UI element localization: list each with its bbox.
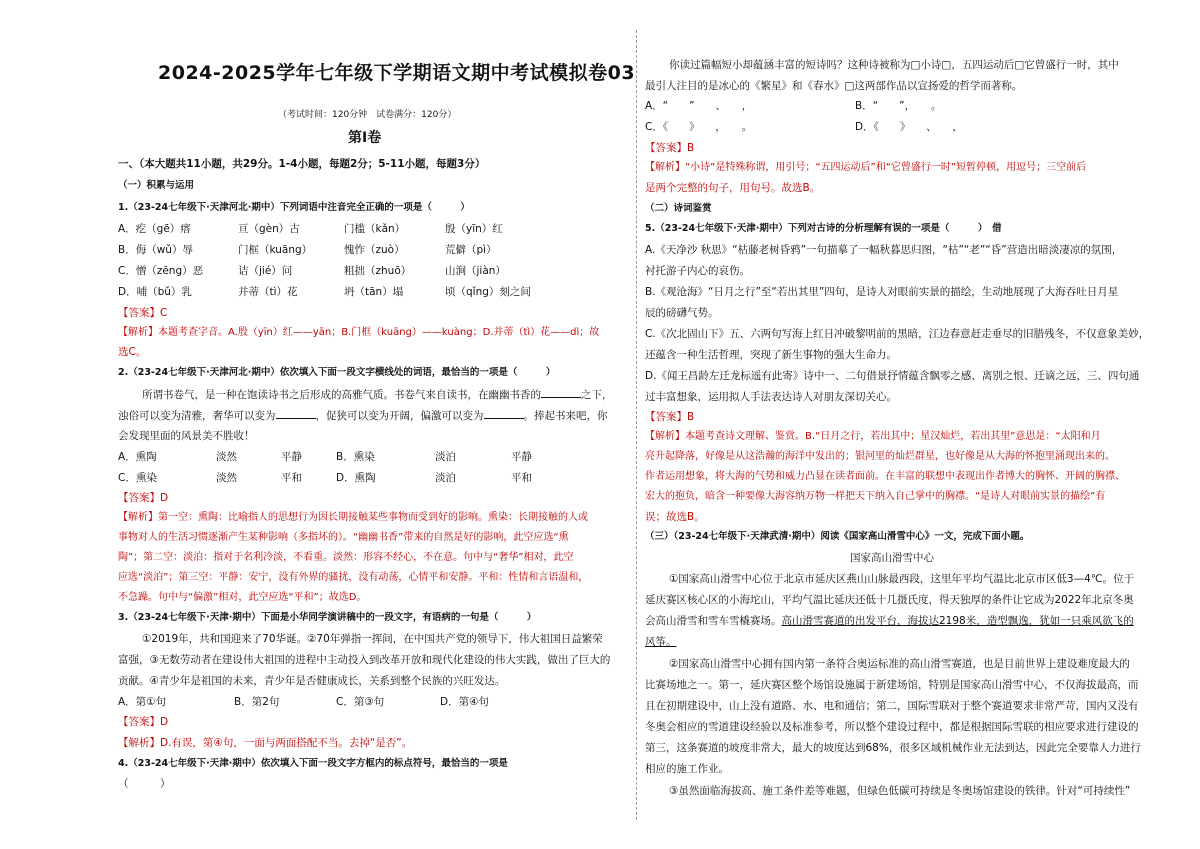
question-stem: 1.（23-24七年级下·天津河北·期中）下列词语中注音完全正确的一项是（ ） <box>118 202 470 213</box>
answer-label: 【答案】D <box>118 716 169 728</box>
underlined-sentence-end: 风筝。 <box>645 636 677 648</box>
option-cell: B．第2句 <box>234 696 280 708</box>
article-line: 第三，这条赛道的坡度非常大，最大的坡度达到68%，很多区域机械作业无法到达，因此完全要靠人力进行 <box>645 742 1141 754</box>
passage-line: 会发现里面的风景美不胜收！ <box>118 430 255 442</box>
option-cell: C．第③句 <box>336 696 385 708</box>
option-cell: D．第④句 <box>440 696 489 708</box>
option-cell: B．“ ”， 。 <box>855 100 942 112</box>
option-cell: 平和 <box>511 472 532 484</box>
option-cell: C．憎（zēng）恶 <box>118 265 204 277</box>
analysis-line: 误；故选B。 <box>645 511 705 523</box>
option-cell: A．“ ” 、 ， <box>645 100 753 112</box>
analysis-line: 亮升起降落，好像是从这浩瀚的海洋中发出的；银河里的灿烂群星，也好像是从大海的怀抱里涌现出来的。 <box>645 451 1115 462</box>
subsection-heading: （二）诗词鉴赏 <box>645 203 712 214</box>
article-line: 相应的施工作业。 <box>645 763 729 775</box>
analysis-line: 【解析】“小诗”是特殊称谓，用引号；“五四运动后”和“它曾盛行一时”短暂停顿，用逗号；三空前后 <box>645 162 1087 173</box>
answer-label: 【答案】B <box>645 411 695 423</box>
exam-info: （考试时间：120分钟 试卷满分：120分） <box>278 110 457 120</box>
passage-line: ①2019年，共和国迎来了70华诞。②70年弹指一挥间，在中国共产党的领导下，伟大祖国日益繁荣 <box>142 633 603 645</box>
passage-line: 最引人注目的是冰心的《繁星》和《春水》□这两部作品以宣扬爱的哲学而著称。 <box>645 80 1023 92</box>
article-line: 比赛场地之一。第一，延庆赛区整个场馆设施属于新建场馆，特别是国家高山滑雪中心，不仅海拔最高，而 <box>645 679 1139 691</box>
option-line: 还蕴含一种生活哲理，突现了新生事物的强大生命力。 <box>645 349 897 361</box>
fill-blank <box>541 387 581 398</box>
analysis-line: 【解析】第一空：熏陶：比喻指人的思想行为因长期接触某些事物而受到好的影响。熏染：长期接触的人或 <box>118 512 588 523</box>
option-cell: A．熏陶 <box>118 451 157 463</box>
option-line: C.《次北固山下》五、六两句写海上红日冲破黎明前的黑暗，江边春意赶走垂尽的旧腊残冬，不仅意象美妙， <box>645 328 1150 340</box>
option-line: B.《观沧海》“日月之行”至“若出其里”四句，是诗人对眼前实景的描绘，生动地展现了大海吞吐日月星 <box>645 286 1119 298</box>
option-cell: 愧怍（zuò） <box>344 244 405 256</box>
analysis-line: 是两个完整的句子，用句号。故选B。 <box>645 182 821 194</box>
option-cell: B．侮（wǔ）辱 <box>118 244 193 256</box>
option-cell: 平静 <box>281 451 302 463</box>
option-cell: 诘（jié）问 <box>238 265 293 277</box>
analysis-line: 事物对人的生活习惯逐渐产生某种影响（多指坏的）。“幽幽书香”带来的自然是好的影响，此空应选“熏 <box>118 532 569 543</box>
passage-line: 你读过篇幅短小却蕴涵丰富的短诗吗？这种诗被称为□小诗□，五四运动后□它曾盛行一时，其中 <box>669 59 1119 71</box>
option-cell: 淡然 <box>216 472 237 484</box>
passage-text: ，促狭可以变为开阔，偏激可以变为 <box>315 410 484 422</box>
passage-line: 贡献。④青少年是祖国的未来，青少年是否健康成长，关系到整个民族的兴旺发达。 <box>118 675 506 687</box>
option-cell: 平静 <box>511 451 532 463</box>
answer-label: 【答案】D <box>118 492 169 504</box>
option-cell: 殷（yīn）红 <box>445 223 503 235</box>
option-cell: 亘（gèn）古 <box>238 223 300 235</box>
analysis-line: 宏大的抱负，暗含一种要像大海容纳万物一样把天下纳入自己掌中的胸襟。“是诗人对眼前实景的描绘”有 <box>645 491 1106 502</box>
option-cell: D．熏陶 <box>336 472 376 484</box>
passage-text: 。捧起书来吧，你 <box>523 410 608 422</box>
question-stem: 3.（23-24七年级下·天津·期中）下面是小华同学演讲稿中的一段文字，有语病的一句是（ ） <box>118 612 537 623</box>
volume-heading: 第Ⅰ卷 <box>348 130 382 146</box>
option-cell: 门槛（kǎn） <box>344 223 406 235</box>
fill-blank <box>484 408 524 419</box>
option-line: 辰的磅礴气势。 <box>645 307 719 319</box>
option-cell: A．第①句 <box>118 696 167 708</box>
option-cell: 坍（tān）塌 <box>344 286 404 298</box>
option-cell: C．熏染 <box>118 472 157 484</box>
option-cell: D．《 》 、 ， <box>855 121 963 133</box>
subsection-heading: （三）（23-24七年级下·天津武清·期中）阅读《国家高山滑雪中心》一文，完成下面小题。 <box>645 531 1030 542</box>
option-cell: 门框（kuāng） <box>238 244 313 256</box>
article-line: 冬奥会相应的雪道建设经验以及标准参考，所以整个建设过程中，都是根据国际雪联的相应要求进行建设的 <box>645 721 1139 733</box>
option-cell: 山涧（jiàn） <box>445 265 506 277</box>
passage-text: 之下， <box>581 389 613 401</box>
left-column <box>118 0 636 849</box>
analysis-line: 选C。 <box>118 346 147 358</box>
question-stem: 4.（23-24七年级下·天津·期中）依次填入下面一段文字方框内的标点符号，最恰当的一项是 <box>118 758 508 769</box>
passage-line <box>142 387 613 402</box>
section-heading: 一、（本大题共11小题，共29分。1-4小题，每题2分；5-11小题，每题3分） <box>118 158 486 170</box>
question-stem: 2.（23-24七年级下·天津河北·期中）依次填入下面一段文字横线处的词语，最恰当的一项是（ ） <box>118 367 556 378</box>
option-cell: 顷（qǐng）刻之间 <box>445 286 531 298</box>
passage-text: 所谓书卷气，是一种在饱读诗书之后形成的高雅气质。书卷气来自读书，在幽幽书香的 <box>142 389 541 401</box>
right-column <box>645 0 1150 849</box>
option-line: 衬托游子内心的哀伤。 <box>645 265 750 277</box>
option-line: A.《天净沙 秋思》“枯藤老树昏鸦”一句描摹了一幅秋暮思归图，“枯”“老”“昏”营造出暗淡凄凉的氛围， <box>645 244 1123 256</box>
page-title: 2024-2025学年七年级下学期语文期中考试模拟卷03 <box>158 62 636 84</box>
option-cell: B．熏染 <box>336 451 375 463</box>
option-cell: 粗拙（zhuō） <box>344 265 412 277</box>
option-cell: 并蒂（tì）花 <box>238 286 298 298</box>
fill-blank <box>276 408 316 419</box>
answer-label: 【答案】C <box>118 307 168 319</box>
subsection-heading: （一）积累与运用 <box>118 180 195 191</box>
article-line: ①国家高山滑雪中心位于北京市延庆区燕山山脉最西段，这里年平均气温比北京市区低3—4℃。位于 <box>669 573 1135 585</box>
option-cell: C．《 》 ， 。 <box>645 121 753 133</box>
answer-paren: （ ） <box>118 778 171 790</box>
article-heading: 国家高山滑雪中心 <box>850 552 934 564</box>
article-line: ②国家高山滑雪中心拥有国内第一条符合奥运标准的高山滑雪赛道，也是目前世界上建设难度最大的 <box>669 658 1130 670</box>
option-cell: 淡泊 <box>435 451 456 463</box>
option-line: 过丰富想象，运用拟人手法表达诗人对朋友深切关心。 <box>645 391 897 403</box>
option-cell: 荒僻（pì） <box>445 244 497 256</box>
article-line: 且在初期建设中，山上没有道路、水、电和通信；第二，国际雪联对于整个赛道要求非常严苛，国内又没有 <box>645 700 1139 712</box>
option-line: D.《闻王昌龄左迁龙标遥有此寄》诗中一、二句借景抒情蕴含飘零之感、离别之恨、迁谪之远，三、四句通 <box>645 370 1140 382</box>
underlined-sentence: 高山滑雪赛道的出发平台，海拔达2198米，造型飘逸，犹如一只乘风欲飞的 <box>781 615 1134 627</box>
analysis-line: 【解析】本题考查字音。A.殷（yīn）红——yān；B.门框（kuāng）——kuàng；D.并蒂（tì）花——dì；故 <box>118 327 600 338</box>
article-line: ③虽然面临海拔高、施工条件差等难题，但绿色低碳可持续是冬奥场馆建设的铁律。针对“可持续性” <box>669 785 1131 797</box>
answer-label: 【答案】B <box>645 142 695 154</box>
question-stem: 5.（23-24七年级下·天津·期中）下列对古诗的分析理解有误的一项是（ ） 借 <box>645 223 1002 234</box>
article-line <box>645 614 1134 628</box>
passage-line: 富强，③无数劳动者在建设伟大祖国的进程中主动投入到改革开放和现代化建设的伟大实践，做出了巨大的 <box>118 654 611 666</box>
option-cell: 淡然 <box>216 451 237 463</box>
analysis-line: 应选“淡泊”；第三空：平静：安宁，没有外界的骚扰，没有动荡，心情平和安静。平和：性情和言语温和， <box>118 572 589 583</box>
option-cell: 平和 <box>281 472 302 484</box>
option-cell: A．疙（gē）瘩 <box>118 223 191 235</box>
analysis-line: 【解析】本题考查诗文理解、鉴赏。B.“日月之行，若出其中；星汉灿烂，若出其里”意思是：“太阳和月 <box>645 431 1101 442</box>
passage-text: 浊俗可以变为清雅，奢华可以变为 <box>118 410 276 422</box>
article-text: 会高山滑雪和雪车雪橇赛场。 <box>645 615 782 627</box>
analysis-line: 陶”；第二空：淡泊：指对于名利冷淡，不看重。淡然：形容不经心，不在意。句中与“奢华”相对，此空 <box>118 552 574 563</box>
analysis-line: 作者运用想象，将大海的气势和威力凸显在读者面前。在丰富的联想中表现出作者博大的胸怀、开阔的胸襟、 <box>645 471 1125 482</box>
option-cell: D．哺（bǔ）乳 <box>118 286 192 298</box>
column-divider <box>636 30 637 820</box>
analysis-line: 不急躁。句中与“偏激”相对，此空应选“平和”；故选D。 <box>118 592 367 603</box>
passage-line <box>118 408 608 423</box>
analysis-line: 【解析】D.有误，第④句，一面与两面搭配不当。去掉“是否”。 <box>118 737 413 749</box>
option-cell: 淡泊 <box>435 472 456 484</box>
article-line: 延庆赛区核心区的小海坨山，平均气温比延庆还低十几摄氏度，得天独厚的条件让它成为2022年北京冬奥 <box>645 594 1134 606</box>
